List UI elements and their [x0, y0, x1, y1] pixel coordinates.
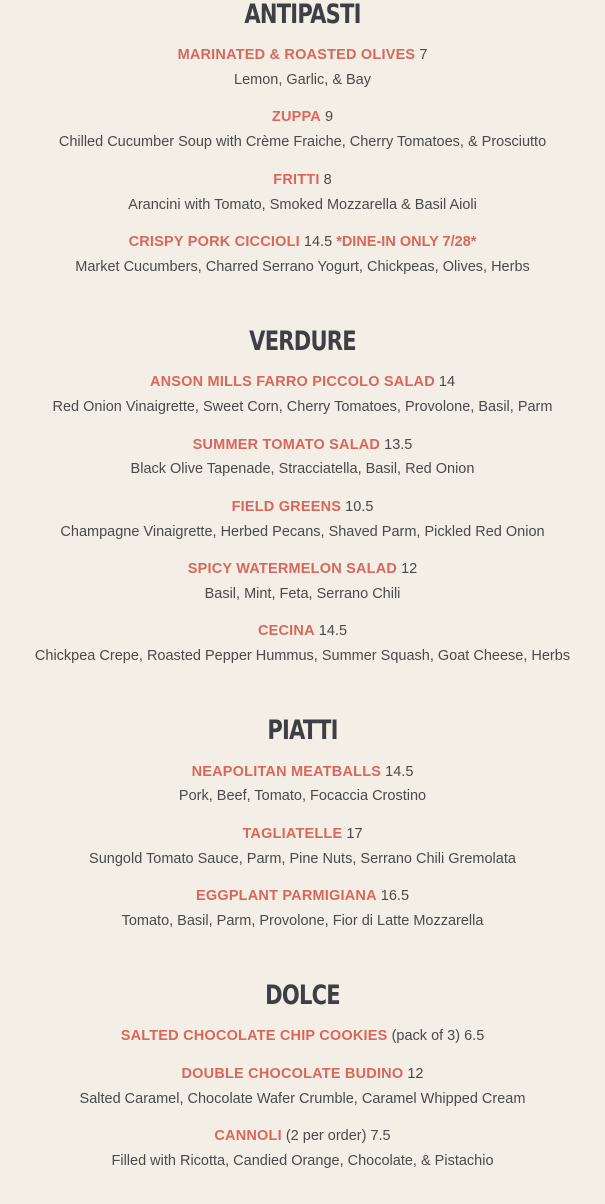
item-price: (2 per order) 7.5 — [285, 1128, 391, 1144]
item-price: (pack of 3) 6.5 — [391, 1028, 485, 1044]
section-title-piatti: PIATTI — [267, 715, 338, 746]
item-description: Black Olive Tapenade, Stracciatella, Basil, Red Onion — [130, 461, 475, 477]
menu-item-eggplant-parmigiana — [0, 886, 605, 906]
item-name: ZUPPA — [271, 109, 321, 125]
section-title-dolce: DOLCE — [265, 980, 340, 1011]
item-description: Market Cucumbers, Charred Serrano Yogurt, Chickpeas, Olives, Herbs — [75, 259, 530, 275]
item-name: CRISPY PORK CICCIOLI — [128, 234, 300, 250]
menu-item-cookies — [0, 1026, 605, 1046]
item-price: 9 — [325, 109, 334, 125]
menu-item-tomato-salad — [0, 435, 605, 455]
item-name: NEAPOLITAN MEATBALLS — [191, 764, 382, 780]
item-price: 14 — [438, 374, 456, 390]
item-name: CECINA — [257, 623, 315, 639]
item-price: 12 — [401, 561, 418, 577]
item-description: Filled with Ricotta, Candied Orange, Chocolate, & Pistachio — [111, 1153, 494, 1169]
item-price: 8 — [323, 172, 332, 188]
item-price: 17 — [346, 826, 363, 842]
item-description: Salted Caramel, Chocolate Wafer Crumble, Caramel Whipped Cream — [79, 1091, 526, 1107]
item-description: Tomato, Basil, Parm, Provolone, Fior di Latte Mozzarella — [121, 913, 484, 929]
item-description: Red Onion Vinaigrette, Sweet Corn, Cherry Tomatoes, Provolone, Basil, Parm — [52, 399, 553, 415]
menu-item-field-greens — [0, 497, 605, 517]
menu-item-watermelon-salad — [0, 559, 605, 579]
item-description: Lemon, Garlic, & Bay — [234, 72, 371, 88]
menu-item-olives — [0, 45, 605, 65]
item-name: DOUBLE CHOCOLATE BUDINO — [181, 1066, 404, 1082]
menu-item-ciccioli — [0, 232, 605, 252]
item-description: Champagne Vinaigrette, Herbed Pecans, Shaved Parm, Pickled Red Onion — [60, 524, 545, 540]
item-name: ANSON MILLS FARRO PICCOLO SALAD — [149, 374, 435, 390]
item-description: Sungold Tomato Sauce, Parm, Pine Nuts, Serrano Chili Gremolata — [89, 851, 516, 867]
section-title-antipasti: ANTIPASTI — [244, 0, 361, 30]
item-description: Chickpea Crepe, Roasted Pepper Hummus, Summer Squash, Goat Cheese, Herbs — [34, 648, 571, 664]
menu-item-meatballs — [0, 762, 605, 782]
item-name: FIELD GREENS — [231, 499, 342, 515]
item-name: TAGLIATELLE — [242, 826, 343, 842]
item-name: FRITTI — [273, 172, 320, 188]
item-description: Arancini with Tomato, Smoked Mozzarella & Basil Aioli — [128, 197, 477, 213]
menu-item-budino — [0, 1064, 605, 1084]
item-price: 13.5 — [384, 437, 413, 453]
item-name: MARINATED & ROASTED OLIVES — [177, 47, 416, 63]
item-name: SALTED CHOCOLATE CHIP COOKIES — [120, 1028, 388, 1044]
item-price: 14.5 — [318, 623, 348, 639]
menu-item-cecina — [0, 621, 605, 641]
item-description: Chilled Cucumber Soup with Crème Fraiche, Cherry Tomatoes, & Prosciutto — [58, 134, 547, 150]
menu-item-zuppa — [0, 107, 605, 127]
item-name: SPICY WATERMELON SALAD — [187, 561, 398, 577]
section-title-verdure: VERDURE — [249, 326, 356, 357]
item-price: 14.5 — [303, 234, 333, 250]
item-note: *DINE-IN ONLY 7/28* — [336, 234, 477, 250]
menu-item-farro-salad — [0, 372, 605, 392]
item-name: EGGPLANT PARMIGIANA — [195, 888, 377, 904]
item-price: 12 — [407, 1066, 424, 1082]
item-price: 14.5 — [385, 764, 414, 780]
item-price: 7 — [419, 47, 428, 63]
item-price: 10.5 — [345, 499, 374, 515]
item-name: SUMMER TOMATO SALAD — [192, 437, 381, 453]
item-description: Basil, Mint, Feta, Serrano Chili — [204, 586, 401, 602]
menu-item-cannoli — [0, 1126, 605, 1146]
item-description: Pork, Beef, Tomato, Focaccia Crostino — [178, 788, 427, 804]
item-price: 16.5 — [380, 888, 410, 904]
item-name: CANNOLI — [214, 1128, 282, 1144]
menu-item-fritti — [0, 170, 605, 190]
menu-item-tagliatelle — [0, 824, 605, 844]
